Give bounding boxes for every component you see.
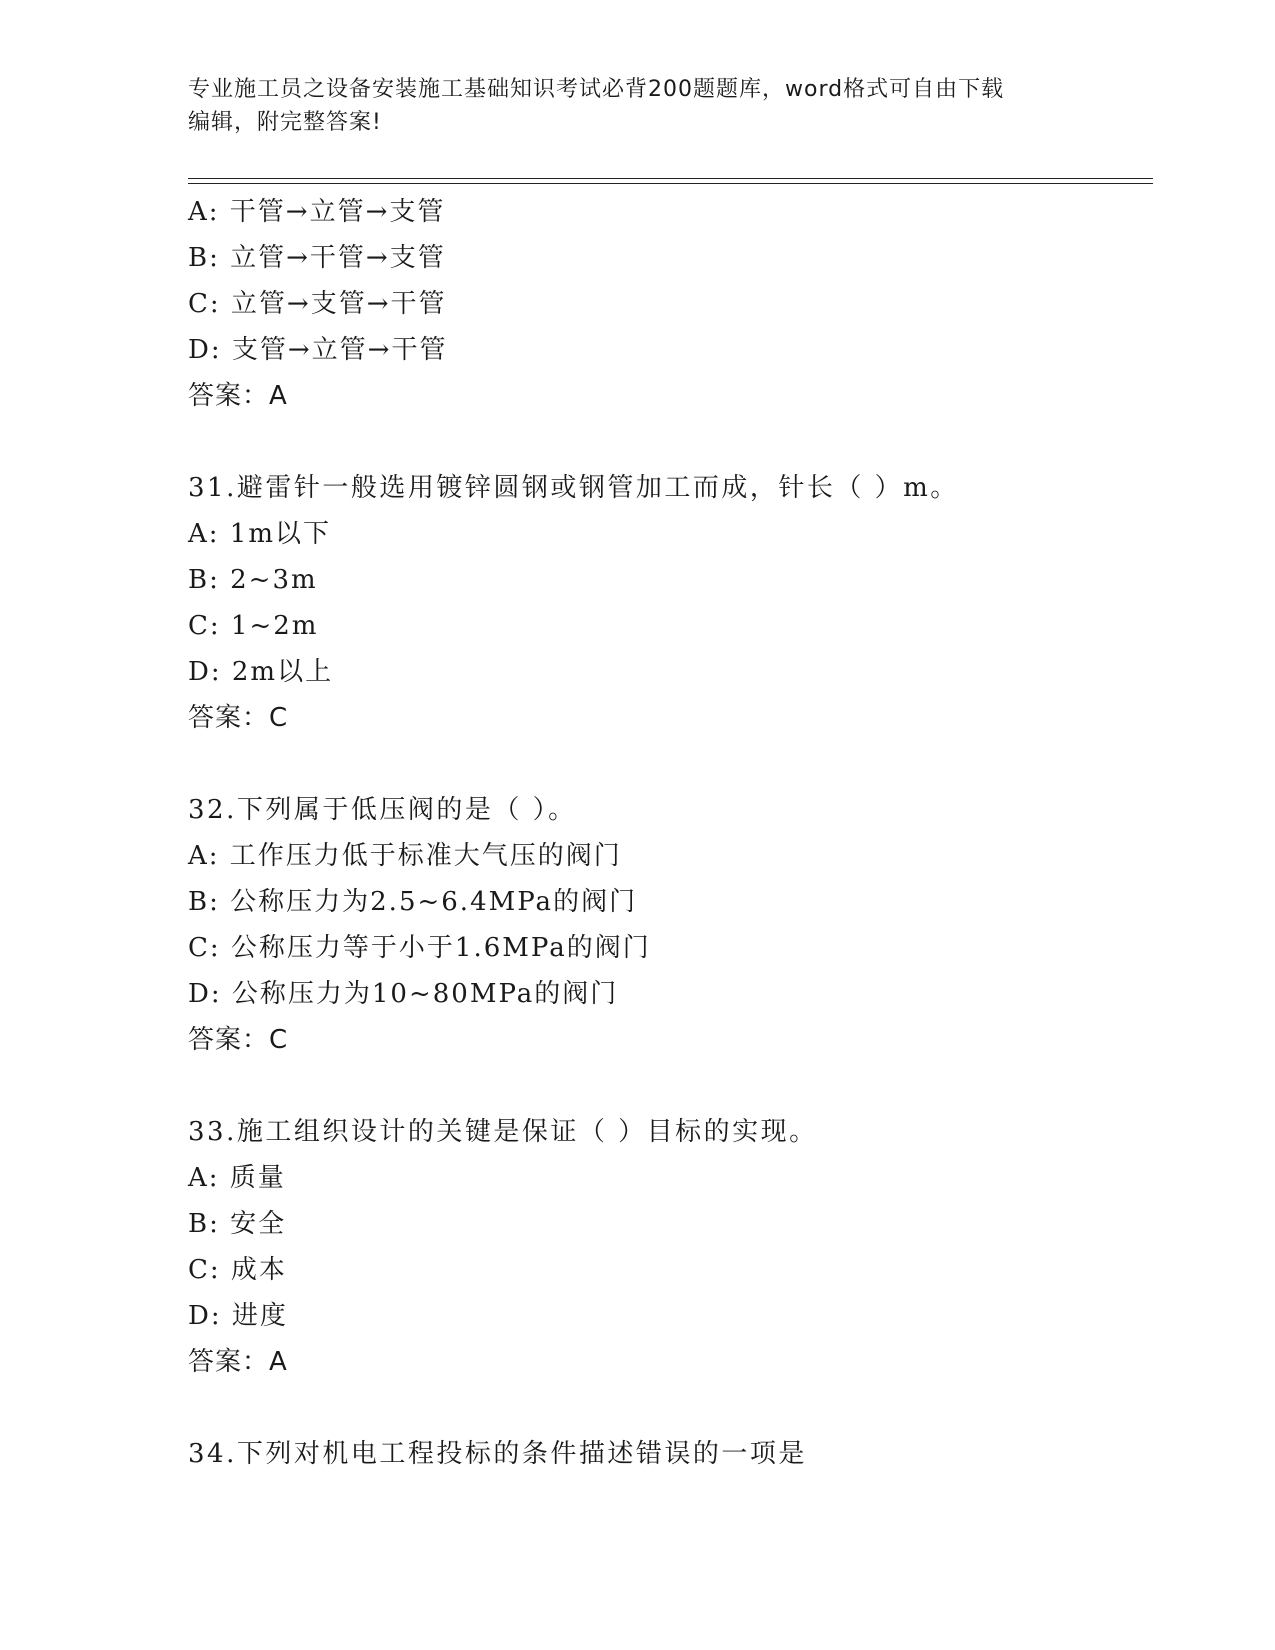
question-block-32 — [188, 787, 1148, 1063]
option-b: B: 立管→干管→支管 — [188, 243, 446, 273]
answer-label: 答案：A — [188, 381, 288, 411]
option-c: C: 立管→支管→干管 — [188, 289, 447, 319]
spacer — [188, 1385, 1148, 1431]
option-d: D: 2m以上 — [188, 657, 334, 687]
option-c: C: 成本 — [188, 1255, 287, 1285]
question-block-31 — [188, 465, 1148, 741]
question-text: 33.施工组织设计的关键是保证（ ）目标的实现。 — [188, 1117, 818, 1147]
question-text: 34.下列对机电工程投标的条件描述错误的一项是 — [188, 1439, 807, 1469]
spacer — [188, 1063, 1148, 1109]
header-divider-bottom — [188, 183, 1153, 184]
question-text: 31.避雷针一般选用镀锌圆钢或钢管加工而成，针长（ ）m。 — [188, 473, 959, 503]
answer-label: 答案：A — [188, 1347, 288, 1377]
option-a: A: 1m以下 — [188, 519, 331, 549]
spacer — [188, 741, 1148, 787]
header-divider-top — [188, 178, 1153, 179]
option-b: B: 安全 — [188, 1209, 287, 1239]
document-header — [188, 73, 1088, 139]
question-block-33 — [188, 1109, 1148, 1385]
question-text: 32.下列属于低压阀的是（ ）。 — [188, 795, 577, 825]
option-c: C: 公称压力等于小于1.6MPa的阀门 — [188, 933, 651, 963]
question-block-30 — [188, 189, 1148, 419]
answer-label: 答案：C — [188, 1025, 289, 1055]
option-b: B: 2~3m — [188, 565, 318, 595]
question-list — [188, 189, 1148, 1477]
option-b: B: 公称压力为2.5~6.4MPa的阀门 — [188, 887, 638, 917]
header-line-2: 编辑，附完整答案! — [188, 110, 382, 135]
option-d: D: 进度 — [188, 1301, 288, 1331]
option-d: D: 支管→立管→干管 — [188, 335, 448, 365]
answer-label: 答案：C — [188, 703, 289, 733]
option-a: A: 干管→立管→支管 — [188, 197, 446, 227]
option-d: D: 公称压力为10~80MPa的阀门 — [188, 979, 619, 1009]
spacer — [188, 419, 1148, 465]
option-a: A: 工作压力低于标准大气压的阀门 — [188, 841, 622, 871]
header-line-1: 专业施工员之设备安装施工基础知识考试必背200题题库，word格式可自由下载 — [188, 77, 1005, 102]
option-a: A: 质量 — [188, 1163, 286, 1193]
question-block-34 — [188, 1431, 1148, 1477]
option-c: C: 1~2m — [188, 611, 319, 641]
